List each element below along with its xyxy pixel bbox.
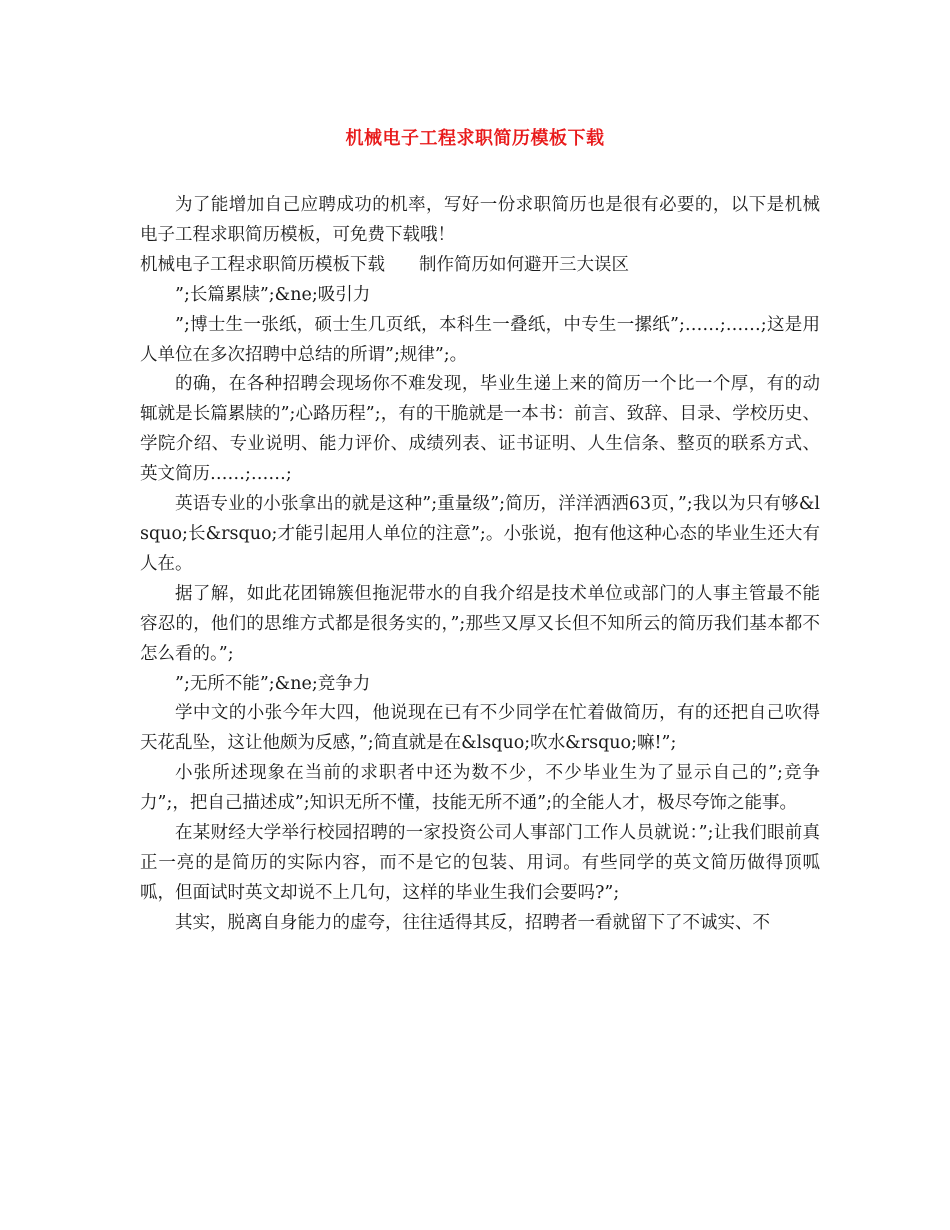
related-link-avoid-mistakes[interactable]: 制作简历如何避开三大误区 <box>419 254 629 275</box>
paragraph: 英语专业的小张拿出的就是这种”;重量级”;简历，洋洋洒洒63页，”;我以为只有够&lsquo;长&rsquo;才能引起用人单位的注意”;。小张说，抱有他这种心态的毕业生还大有人在。 <box>140 494 820 574</box>
related-link-resume-template[interactable]: 机械电子工程求职简历模板下载 <box>140 254 385 275</box>
paragraph: 的确，在各种招聘会现场你不难发现，毕业生递上来的简历一个比一个厚，有的动辄就是长篇累牍的”;心路历程”;，有的干脆就是一本书：前言、致辞、目录、学校历史、学院介绍、专业说明、能力评价、成绩列表、证书证明、人生信条、整页的联系方式、英文简历……;……; <box>140 374 820 485</box>
paragraph: 在某财经大学举行校园招聘的一家投资公司人事部门工作人员就说：”;让我们眼前真正一亮的是简历的实际内容，而不是它的包装、用词。有些同学的英文简历做得顶呱呱，但面试时英文却说不上几句，这样的毕业生我们会要吗?”; <box>140 823 820 903</box>
paragraph: ”;博士生一张纸，硕士生几页纸，本科生一叠纸，中专生一摞纸”;……;……;这是用人单位在多次招聘中总结的所谓”;规律”;。 <box>140 314 820 365</box>
section-heading: ”;长篇累牍”;&ne;吸引力 <box>175 284 371 305</box>
paragraph: 为了能增加自己应聘成功的机率，写好一份求职简历也是很有必要的，以下是机械电子工程求职简历模板，可免费下载哦！ <box>140 195 820 245</box>
document-body <box>140 191 820 939</box>
document-title: 机械电子工程求职简历模板下载 <box>345 128 605 149</box>
paragraph: 据了解，如此花团锦簇但拖泥带水的自我介绍是技术单位或部门的人事主管最不能容忍的，他们的思维方式都是很务实的，”;那些又厚又长但不知所云的简历我们基本都不怎么看的。”; <box>140 583 820 664</box>
paragraph: 小张所述现象在当前的求职者中还为数不少，不少毕业生为了显示自己的”;竞争力”;，把自己描述成”;知识无所不懂，技能无所不通”;的全能人才，极尽夸饰之能事。 <box>140 763 820 814</box>
section-heading: ”;无所不能”;&ne;竞争力 <box>175 673 371 694</box>
paragraph: 学中文的小张今年大四，他说现在已有不少同学在忙着做简历，有的还把自己吹得天花乱坠，这让他颇为反感，”;简直就是在&lsquo;吹水&rsquo;嘛!”; <box>140 703 820 754</box>
related-links-line <box>140 251 820 281</box>
paragraph: 其实，脱离自身能力的虚夸，往往适得其反，招聘者一看就留下了不诚实、不 <box>175 912 770 933</box>
